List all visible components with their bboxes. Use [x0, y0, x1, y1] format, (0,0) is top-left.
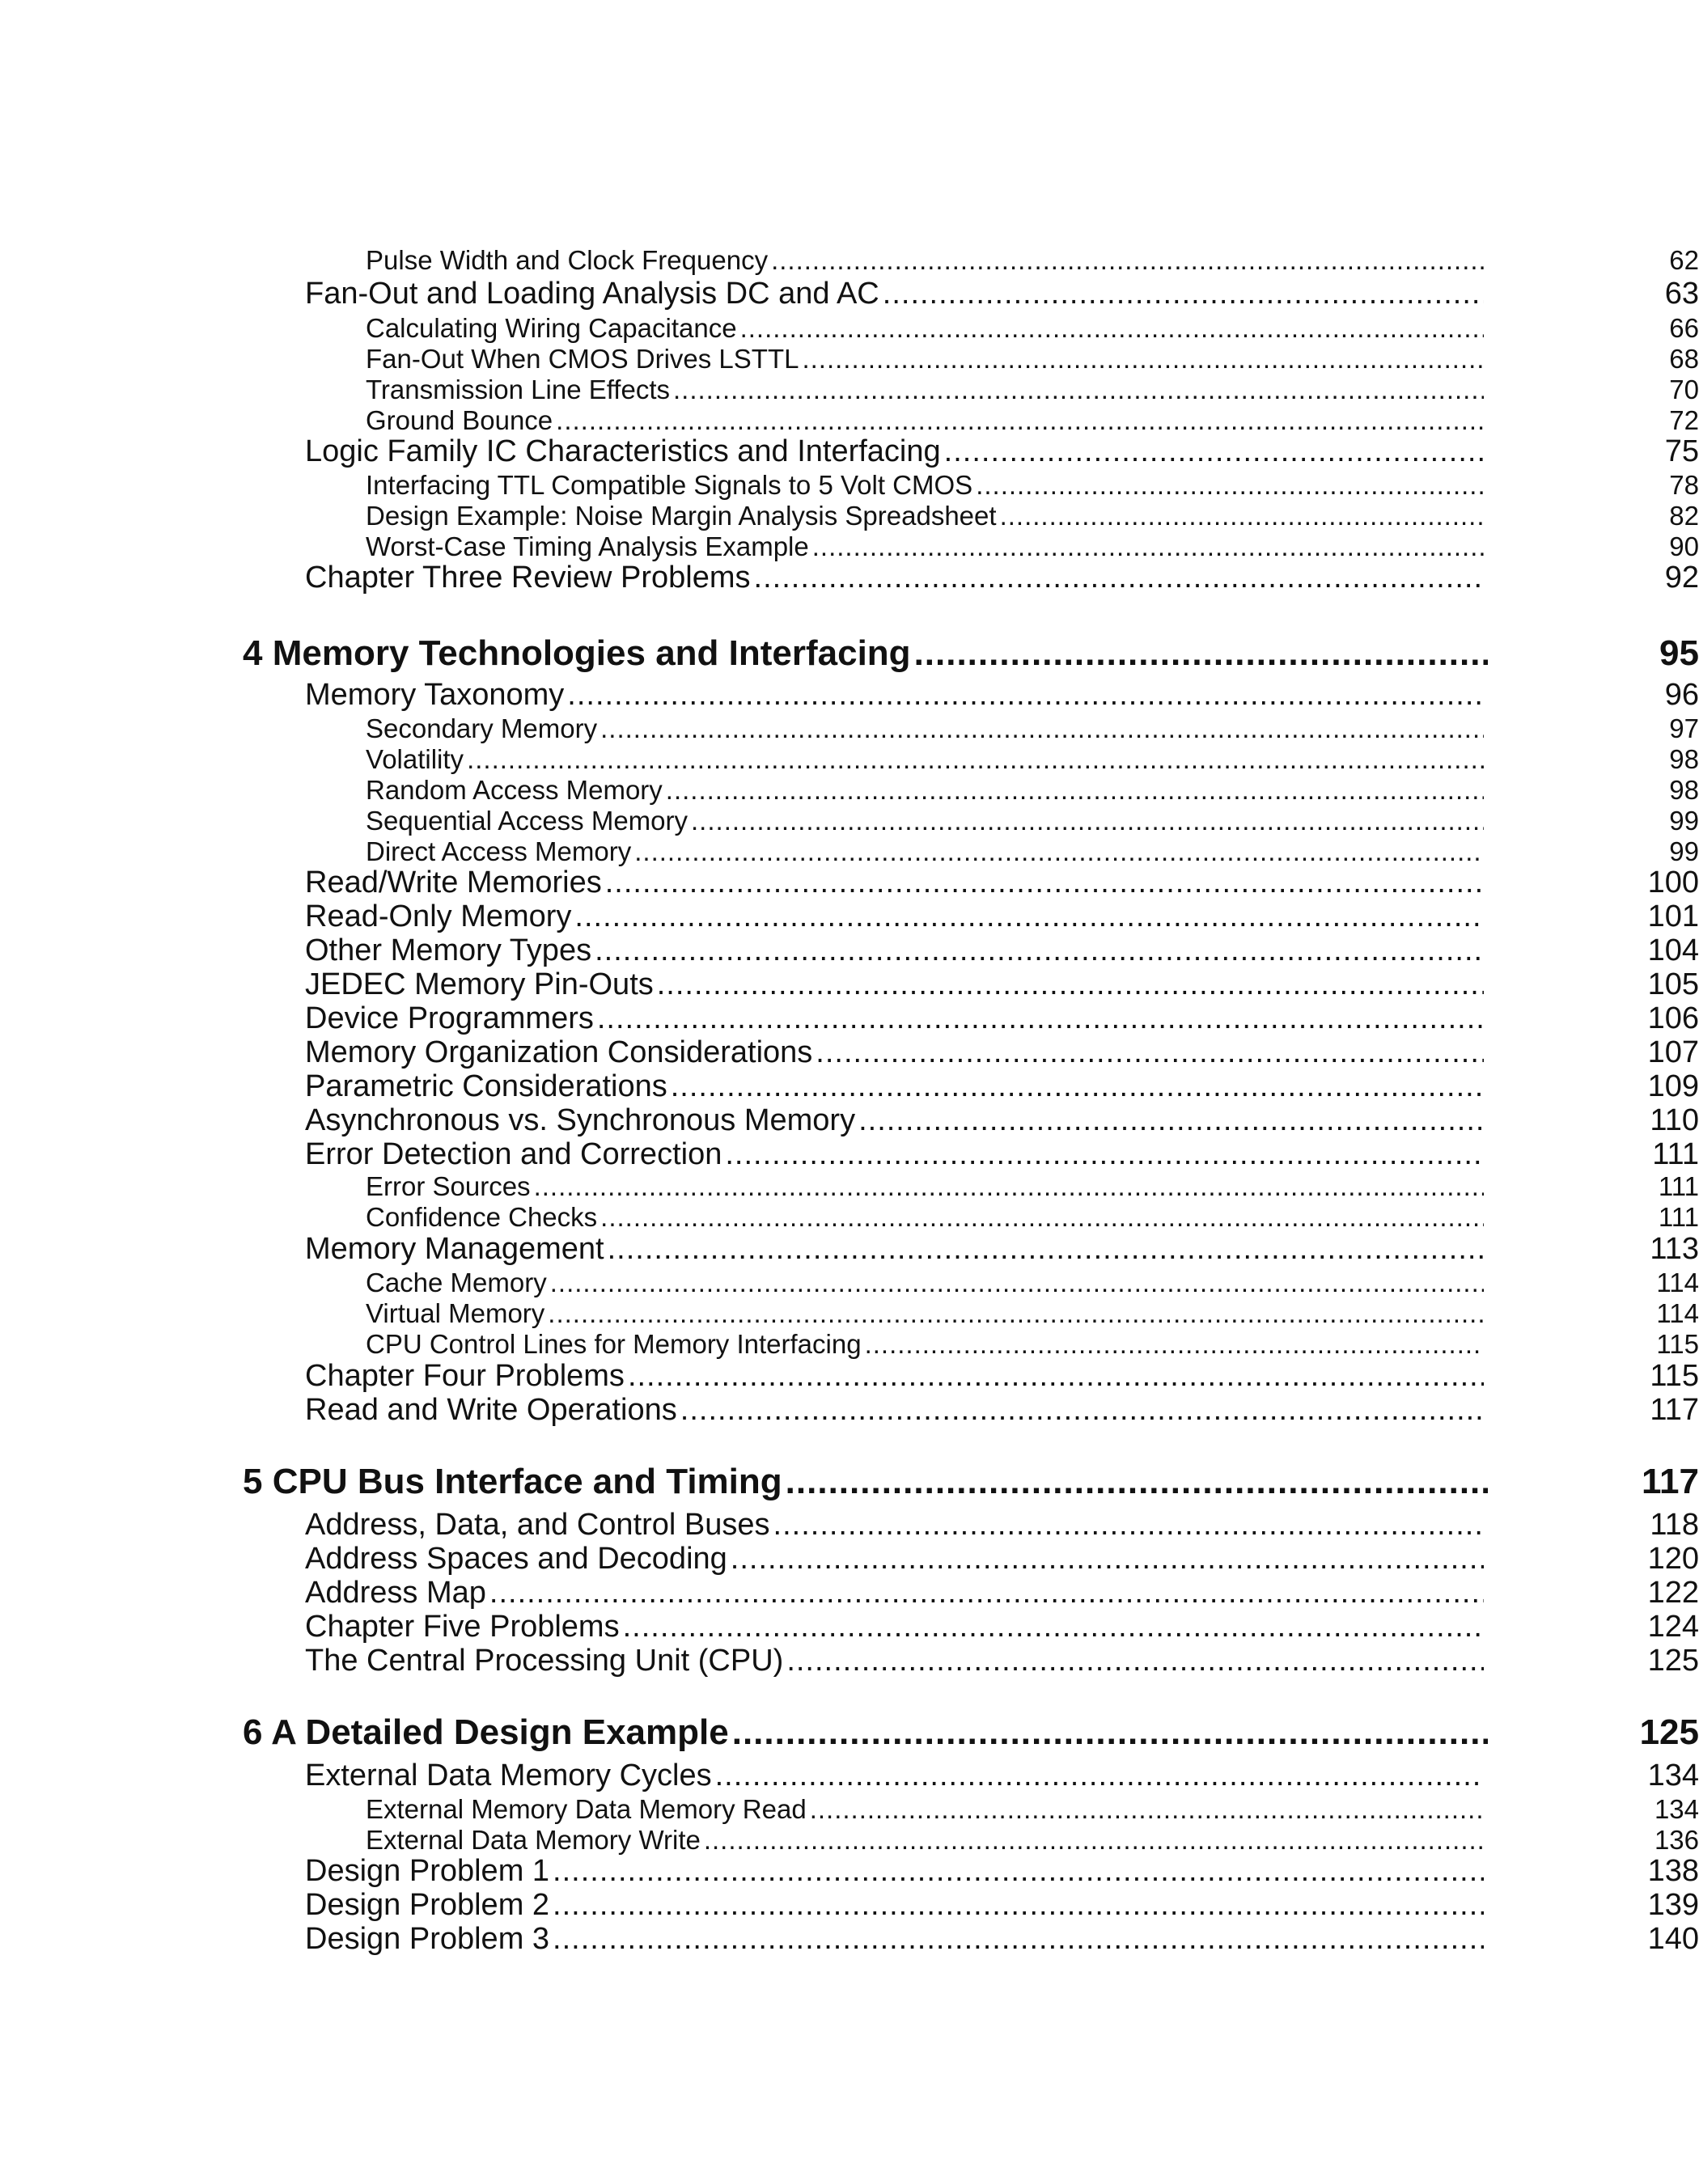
toc-leader-dots: [548, 1298, 1484, 1329]
toc-entry-page: 139: [1647, 1888, 1699, 1922]
toc-entry: [0, 866, 1699, 900]
toc-entry-title: Ground Bounce: [366, 405, 553, 435]
toc-entry-title: Chapter Three Review Problems: [305, 561, 751, 595]
toc-entry-title: JEDEC Memory Pin-Outs: [305, 967, 654, 1001]
toc-entry-title: 5 CPU Bus Interface and Timing: [243, 1462, 782, 1501]
toc-entry-page: 113: [1650, 1232, 1699, 1266]
toc-entry-page: 70: [1669, 375, 1699, 404]
toc-entry-title: Parametric Considerations: [305, 1069, 667, 1103]
toc-entry-page: 111: [1658, 1202, 1699, 1232]
toc-entry-title: Sequential Access Memory: [366, 806, 688, 836]
toc-leader-dots: [595, 933, 1484, 968]
toc-entry: [0, 1069, 1699, 1104]
toc-entry-title: Device Programmers: [305, 1001, 594, 1035]
toc-entry: [0, 775, 1699, 806]
toc-entry-page: 63: [1664, 277, 1699, 311]
toc-entry: [0, 1268, 1699, 1298]
toc-leader-dots: [883, 277, 1484, 311]
toc-entry: [0, 1171, 1699, 1202]
toc-entry-page: 114: [1656, 1268, 1699, 1297]
toc-entry-title: Logic Family IC Characteristics and Interfacing: [305, 434, 941, 468]
toc-leader-dots: [1000, 501, 1484, 531]
toc-entry: [0, 405, 1699, 436]
toc-chapter: [0, 633, 1699, 674]
toc-leader-dots: [673, 375, 1484, 405]
toc-leader-dots: [680, 1393, 1484, 1428]
toc-entry-title: Secondary Memory: [366, 713, 598, 743]
toc-entry: [0, 1001, 1699, 1036]
toc-entry-page: 117: [1642, 1462, 1699, 1501]
toc-leader-dots: [812, 531, 1484, 562]
toc-entry-page: 134: [1654, 1794, 1699, 1824]
toc-entry-title: Pulse Width and Clock Frequency: [366, 245, 769, 275]
toc-leader-dots: [715, 1759, 1484, 1793]
toc-entry-title: Error Sources: [366, 1171, 531, 1201]
toc-entry: [0, 1825, 1699, 1856]
toc-entry: [0, 933, 1699, 968]
toc-entry-page: 136: [1654, 1825, 1699, 1855]
toc-entry: [0, 344, 1699, 375]
toc-entry: [0, 1888, 1699, 1923]
toc-entry-title: Address Spaces and Decoding: [305, 1542, 727, 1576]
toc-entry-page: 111: [1652, 1137, 1699, 1171]
toc-leader-dots: [556, 405, 1484, 436]
toc-leader-dots: [976, 470, 1484, 501]
toc-entry-page: 106: [1647, 1001, 1699, 1035]
toc-entry-page: 110: [1650, 1103, 1699, 1137]
toc-leader-dots: [597, 1001, 1484, 1036]
toc-entry-page: 66: [1669, 313, 1699, 343]
toc-leader-dots: [553, 1888, 1484, 1923]
toc-entry: [0, 967, 1699, 1002]
toc-leader-dots: [732, 1712, 1488, 1753]
toc-leader-dots: [666, 775, 1484, 806]
toc-leader-dots: [731, 1542, 1484, 1577]
toc-entry-title: Read/Write Memories: [305, 866, 602, 899]
toc-entry-page: 114: [1656, 1298, 1699, 1328]
toc-leader-dots: [740, 313, 1484, 344]
toc-entry-page: 105: [1647, 967, 1699, 1001]
toc-entry-page: 99: [1669, 806, 1699, 836]
toc-entry: [0, 1644, 1699, 1678]
toc-entry-page: 120: [1647, 1542, 1699, 1576]
toc-leader-dots: [865, 1329, 1484, 1360]
toc-entry-title: Interfacing TTL Compatible Signals to 5 Volt CMOS: [366, 470, 973, 500]
toc-entry-title: External Data Memory Write: [366, 1825, 701, 1855]
toc-entry: [0, 501, 1699, 531]
toc-entry-title: Design Problem 2: [305, 1888, 550, 1922]
toc-entry: [0, 1202, 1699, 1233]
toc-entry-page: 78: [1669, 470, 1699, 500]
toc-entry-title: Memory Management: [305, 1232, 604, 1266]
toc-entry-title: Design Example: Noise Margin Analysis Spreadsheet: [366, 501, 997, 531]
toc-entry-title: Chapter Four Problems: [305, 1359, 625, 1393]
toc-leader-dots: [634, 836, 1484, 867]
toc-entry: [0, 1137, 1699, 1172]
toc-entry: [0, 1508, 1699, 1543]
toc-entry-title: External Memory Data Memory Read: [366, 1794, 807, 1824]
toc-leader-dots: [786, 1644, 1484, 1678]
toc-entry-title: The Central Processing Unit (CPU): [305, 1644, 784, 1678]
toc-entry: [0, 245, 1699, 276]
toc-leader-dots: [550, 1268, 1484, 1298]
toc-entry-page: 124: [1647, 1610, 1699, 1644]
toc-entry-title: Memory Taxonomy: [305, 678, 565, 712]
toc-leader-dots: [754, 561, 1484, 595]
toc-leader-dots: [816, 1035, 1484, 1070]
toc-entry-title: Calculating Wiring Capacitance: [366, 313, 737, 343]
toc-entry-page: 115: [1656, 1329, 1699, 1359]
toc-entry-page: 99: [1669, 836, 1699, 866]
toc-leader-dots: [600, 1202, 1484, 1233]
toc-entry-page: 104: [1647, 933, 1699, 967]
toc-entry-title: Direct Access Memory: [366, 836, 632, 866]
toc-entry: [0, 1542, 1699, 1577]
toc-entry-title: Chapter Five Problems: [305, 1610, 620, 1644]
toc-entry-title: CPU Control Lines for Memory Interfacing: [366, 1329, 862, 1359]
toc-entry-page: 115: [1650, 1359, 1699, 1393]
toc-leader-dots: [725, 1137, 1484, 1172]
toc-entry-page: 109: [1647, 1069, 1699, 1103]
toc-entry: [0, 744, 1699, 775]
toc-entry-title: Worst-Case Timing Analysis Example: [366, 531, 809, 561]
toc-entry-title: Memory Organization Considerations: [305, 1035, 813, 1069]
toc-leader-dots: [567, 678, 1484, 713]
toc-entry: [0, 1298, 1699, 1329]
toc-leader-dots: [657, 967, 1484, 1002]
toc-entry-page: 100: [1647, 866, 1699, 899]
toc-entry-title: Design Problem 1: [305, 1854, 550, 1888]
toc-leader-dots: [608, 1232, 1484, 1267]
toc-chapter: [0, 1462, 1699, 1502]
toc-entry-page: 97: [1669, 713, 1699, 743]
toc-entry-title: Error Detection and Correction: [305, 1137, 722, 1171]
toc-entry-page: 101: [1647, 899, 1699, 933]
toc-leader-dots: [810, 1794, 1484, 1825]
toc-entry-page: 75: [1664, 434, 1699, 468]
toc-leader-dots: [489, 1576, 1484, 1610]
toc-leader-dots: [623, 1610, 1484, 1644]
toc-entry-page: 111: [1658, 1171, 1699, 1201]
toc-leader-dots: [914, 633, 1488, 674]
toc-leader-dots: [600, 713, 1484, 744]
toc-entry: [0, 1759, 1699, 1793]
toc-entry-page: 92: [1664, 561, 1699, 595]
toc-entry: [0, 1576, 1699, 1610]
toc-leader-dots: [553, 1922, 1484, 1957]
toc-entry: [0, 375, 1699, 405]
toc-entry-page: 140: [1647, 1922, 1699, 1956]
toc-entry: [0, 277, 1699, 311]
toc-entry: [0, 899, 1699, 934]
toc-entry: [0, 470, 1699, 501]
toc-entry-title: Read and Write Operations: [305, 1393, 677, 1427]
toc-entry-title: 6 A Detailed Design Example: [243, 1712, 729, 1752]
toc-leader-dots: [691, 806, 1484, 836]
toc-entry-title: Cache Memory: [366, 1268, 547, 1297]
toc-entry-title: Address Map: [305, 1576, 486, 1610]
toc-entry: [0, 678, 1699, 713]
toc-entry-title: Fan-Out and Loading Analysis DC and AC: [305, 277, 879, 311]
toc-leader-dots: [574, 899, 1484, 934]
toc-entry-title: Confidence Checks: [366, 1202, 598, 1232]
toc-entry-page: 98: [1669, 775, 1699, 805]
toc-entry-title: 4 Memory Technologies and Interfacing: [243, 633, 911, 673]
toc-entry-title: Address, Data, and Control Buses: [305, 1508, 770, 1542]
toc-entry: [0, 561, 1699, 595]
toc-leader-dots: [467, 744, 1484, 775]
toc-entry: [0, 836, 1699, 867]
toc-entry: [0, 1329, 1699, 1360]
toc-leader-dots: [786, 1462, 1488, 1502]
toc-leader-dots: [534, 1171, 1484, 1202]
toc-entry: [0, 1035, 1699, 1070]
toc-leader-dots: [944, 434, 1484, 469]
toc-entry-page: 82: [1669, 501, 1699, 531]
toc-entry-title: Design Problem 3: [305, 1922, 550, 1956]
toc-entry-page: 125: [1647, 1644, 1699, 1678]
toc-entry-page: 122: [1647, 1576, 1699, 1610]
toc-entry: [0, 1103, 1699, 1138]
toc-entry: [0, 531, 1699, 562]
toc-entry-page: 98: [1669, 744, 1699, 774]
toc-entry-title: Read-Only Memory: [305, 899, 572, 933]
toc-entry-title: Random Access Memory: [366, 775, 663, 805]
toc-entry: [0, 1359, 1699, 1394]
toc-entry-page: 125: [1639, 1712, 1699, 1752]
toc-leader-dots: [553, 1854, 1484, 1889]
toc-entry-title: Fan-Out When CMOS Drives LSTTL: [366, 344, 799, 374]
toc-entry: [0, 1393, 1699, 1428]
toc-entry: [0, 1854, 1699, 1889]
toc-entry: [0, 806, 1699, 836]
toc-entry-page: 117: [1650, 1393, 1699, 1427]
toc-entry-page: 118: [1650, 1508, 1699, 1542]
toc-leader-dots: [773, 1508, 1484, 1543]
toc-entry: [0, 434, 1699, 469]
toc-entry-page: 96: [1664, 678, 1699, 712]
toc-entry-page: 72: [1669, 405, 1699, 435]
toc-leader-dots: [628, 1359, 1484, 1394]
toc-entry-page: 95: [1659, 633, 1699, 673]
toc-entry: [0, 1922, 1699, 1957]
toc-leader-dots: [671, 1069, 1484, 1104]
toc-entry: [0, 1794, 1699, 1825]
toc-entry-title: Virtual Memory: [366, 1298, 545, 1328]
toc-entry-page: 68: [1669, 344, 1699, 374]
toc-entry-page: 107: [1647, 1035, 1699, 1069]
toc-entry-title: Asynchronous vs. Synchronous Memory: [305, 1103, 856, 1137]
toc-entry: [0, 313, 1699, 344]
toc-leader-dots: [605, 866, 1484, 900]
toc-chapter: [0, 1712, 1699, 1753]
toc-entry-page: 90: [1669, 531, 1699, 561]
toc-entry-title: Volatility: [366, 744, 464, 774]
toc-entry-page: 62: [1669, 245, 1699, 275]
toc-entry: [0, 1610, 1699, 1644]
toc-entry-page: 134: [1647, 1759, 1699, 1792]
toc-leader-dots: [802, 344, 1484, 375]
toc-entry: [0, 713, 1699, 744]
toc-entry-page: 138: [1647, 1854, 1699, 1888]
toc-leader-dots: [704, 1825, 1484, 1856]
toc-entry-title: Transmission Line Effects: [366, 375, 670, 404]
toc-leader-dots: [771, 245, 1484, 276]
toc-entry-title: Other Memory Types: [305, 933, 592, 967]
toc-leader-dots: [858, 1103, 1484, 1138]
toc-entry: [0, 1232, 1699, 1267]
toc-entry-title: External Data Memory Cycles: [305, 1759, 712, 1792]
